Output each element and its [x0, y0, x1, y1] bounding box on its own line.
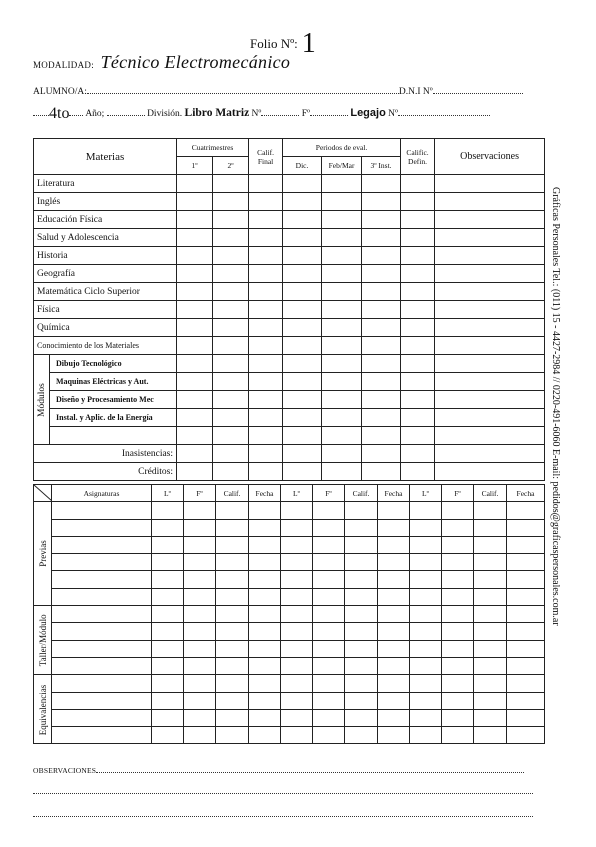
module-name: Maquinas Eléctricas y Aut. [50, 373, 177, 391]
module-name: Instal. y Aplic. de la Energía [50, 409, 177, 427]
observaciones-header: Observaciones [435, 139, 545, 175]
col-l-header: Lº [281, 485, 313, 502]
legajo-input[interactable] [398, 106, 490, 116]
libro-n-label: Nº [251, 109, 262, 119]
calific-defin-header: Calific. Defin. [401, 139, 435, 175]
creditos-label: Créditos: [34, 463, 177, 481]
per-3inst-header: 3º Inst. [362, 157, 401, 175]
table-row [34, 283, 545, 301]
cuatrimestres-header: Cuatrimestres [177, 139, 249, 157]
observaciones-label: OBSERVACIONES [33, 766, 97, 775]
table-row [34, 211, 545, 229]
table-row [34, 427, 545, 445]
per-febmar-header: Feb/Mar [322, 157, 362, 175]
observaciones-line-3[interactable] [33, 815, 533, 817]
table-row [34, 301, 545, 319]
col-f-header: Fº [442, 485, 474, 502]
subject-name: Inglés [34, 193, 177, 211]
table-row [34, 391, 545, 409]
col-calif-header: Calif. [345, 485, 378, 502]
col-fecha-header: Fecha [507, 485, 545, 502]
table-row [34, 727, 545, 744]
f-label: Fº [301, 109, 310, 119]
inasistencias-row [34, 445, 545, 463]
table-row [34, 640, 545, 657]
observaciones-line-2[interactable] [33, 792, 533, 794]
f-input[interactable] [310, 106, 348, 116]
modalidad-field [33, 52, 290, 73]
legajo-label: Legajo [350, 107, 386, 119]
observaciones-input[interactable] [96, 763, 524, 773]
year-label: Año; [85, 109, 105, 119]
col-f-header: Fº [184, 485, 216, 502]
folio-label: Folio Nº: [250, 36, 298, 51]
course-line [33, 105, 533, 123]
table-row [34, 247, 545, 265]
corner-cell [34, 485, 52, 502]
table-row [34, 193, 545, 211]
alumno-line [33, 84, 533, 97]
table-row [34, 229, 545, 247]
table-row [34, 373, 545, 391]
table-row [34, 554, 545, 571]
alumno-label: ALUMNO/A: [33, 87, 87, 97]
table-row [34, 175, 545, 193]
table-row [34, 588, 545, 605]
table-row [34, 623, 545, 640]
table-row [34, 355, 545, 373]
subject-name: Educación Física [34, 211, 177, 229]
subject-name: Salud y Adolescencia [34, 229, 177, 247]
table-row [34, 657, 545, 674]
table-row [34, 692, 545, 709]
cuat-1-header: 1º [177, 157, 213, 175]
table-row [34, 519, 545, 536]
table-row [34, 709, 545, 726]
subject-name: Conocimiento de los Materiales [34, 337, 177, 355]
module-name [50, 427, 177, 445]
division-input[interactable] [107, 106, 145, 116]
folio-number: 1 [301, 28, 316, 59]
year-value: 4to [49, 105, 70, 122]
table-row [34, 319, 545, 337]
legajo-n-label: Nº [388, 109, 398, 119]
libro-input[interactable] [261, 106, 299, 116]
printer-credit-text: Gráficas Personales Tel.: (011) 15 - 4427-2984 // 0220-491-6060 E-mail: pedidos@graficaspersonales.com.ar [550, 187, 561, 626]
module-name: Dibujo Tecnológico [50, 355, 177, 373]
table-row [34, 675, 545, 692]
periodos-header: Periodos de eval. [283, 139, 401, 157]
materias-header: Materias [34, 139, 177, 175]
subject-name: Historia [34, 247, 177, 265]
module-name: Diseño y Procesamiento Mec [50, 391, 177, 409]
cuat-2-header: 2º [213, 157, 249, 175]
group-equiv-label: Equivalencias [34, 675, 52, 744]
subject-name: Geografía [34, 265, 177, 283]
table-row [34, 571, 545, 588]
subject-name: Física [34, 301, 177, 319]
subject-name: Matemática Ciclo Superior [34, 283, 177, 301]
year-dots [33, 106, 49, 116]
subject-name: Literatura [34, 175, 177, 193]
table-row [34, 536, 545, 553]
col-f-header: Fº [313, 485, 345, 502]
col-fecha-header: Fecha [249, 485, 281, 502]
col-calif-header: Calif. [474, 485, 507, 502]
grades-table [33, 138, 545, 481]
col-calif-header: Calif. [216, 485, 249, 502]
subject-name: Química [34, 319, 177, 337]
table-row [34, 502, 545, 519]
observaciones-line [33, 763, 533, 775]
modulos-label: Módulos [34, 355, 50, 445]
group-previas-label: Previas [34, 502, 52, 606]
alumno-input[interactable] [87, 84, 399, 94]
col-fecha-header: Fecha [378, 485, 410, 502]
division-label: División. [147, 109, 183, 119]
per-dic-header: Dic. [283, 157, 322, 175]
table-row [34, 606, 545, 623]
col-l-header: Lº [410, 485, 442, 502]
calif-final-header: Calif. Final [249, 139, 283, 175]
table-row [34, 265, 545, 283]
col-l-header: Lº [152, 485, 184, 502]
dni-label: D.N.I Nº [398, 87, 433, 97]
dni-input[interactable] [433, 84, 523, 94]
modalidad-value: Técnico Electromecánico [100, 52, 291, 72]
libro-label: Libro Matriz [184, 107, 250, 119]
asignaturas-header: Asignaturas [52, 485, 152, 502]
year-dots-2 [69, 106, 83, 116]
printer-credit [550, 187, 570, 662]
inasistencias-label: Inasistencias: [34, 445, 177, 463]
modalidad-label: MODALIDAD: [33, 60, 94, 70]
table-row [34, 337, 545, 355]
creditos-row [34, 463, 545, 481]
table-row [34, 409, 545, 427]
group-taller-label: Taller/Módulo [34, 606, 52, 675]
previas-table [33, 484, 545, 744]
diagonal-line [34, 485, 52, 501]
